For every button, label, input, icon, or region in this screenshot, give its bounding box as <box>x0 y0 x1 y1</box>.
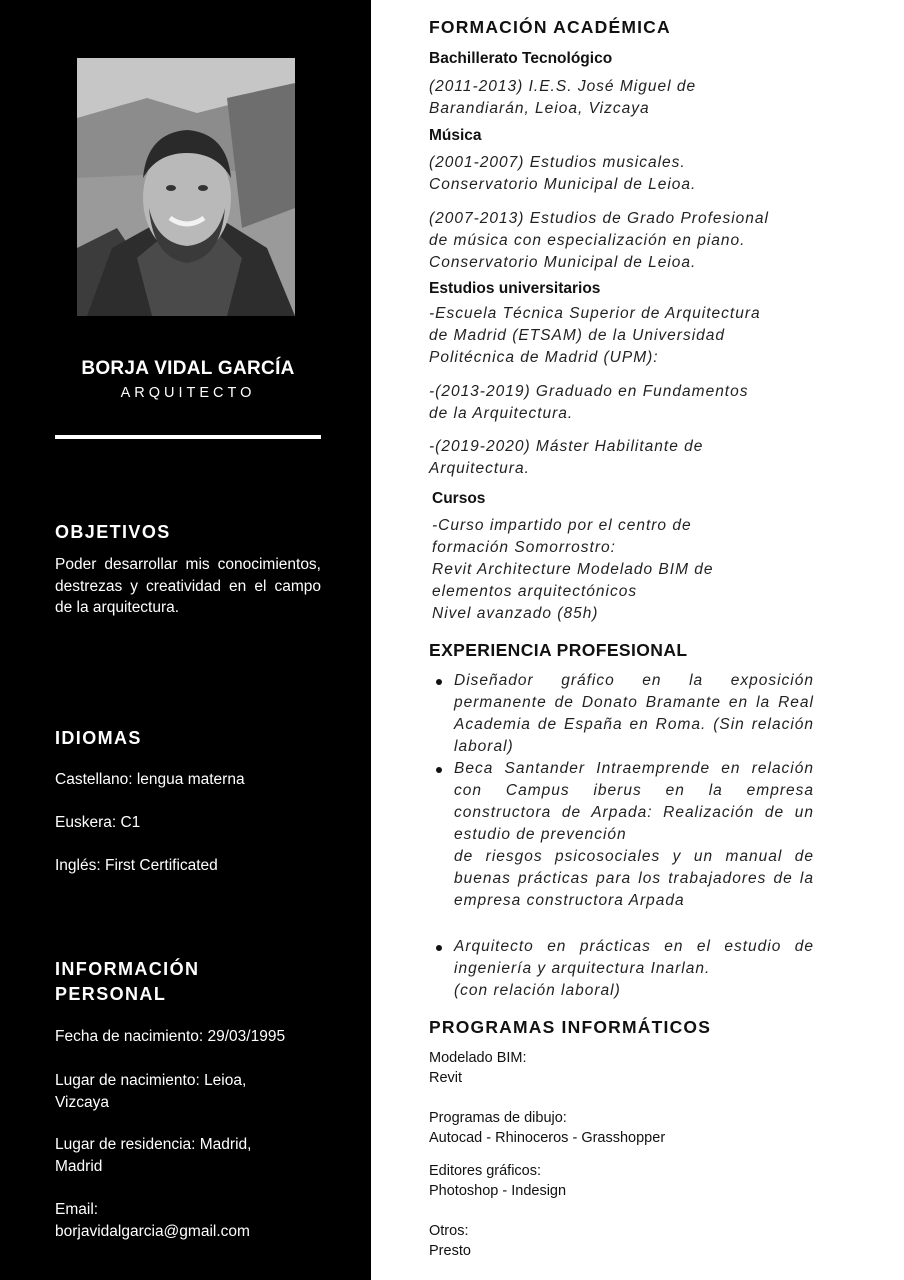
profile-photo <box>77 58 295 316</box>
musica-line: (2001-2007) Estudios musicales. <box>429 154 686 171</box>
personal-heading-line: PERSONAL <box>55 984 167 1004</box>
bachillerato-title: Bachillerato Tecnológico <box>429 50 613 67</box>
universidad-line: -Escuela Técnica Superior de Arquitectura <box>429 305 761 322</box>
universidad-line: Arquitectura. <box>429 460 530 477</box>
universidad-line: -(2019-2020) Máster Habilitante de <box>429 438 704 455</box>
software-value: Revit <box>429 1070 463 1086</box>
birth-place <box>55 1070 321 1113</box>
personal-heading-line: INFORMACIÓN <box>55 959 200 979</box>
universidad-line: -(2013-2019) Graduado en Fundamentos <box>429 383 749 400</box>
bachillerato-line: Barandiarán, Leioa, Vizcaya <box>429 100 650 117</box>
residence <box>55 1134 321 1177</box>
personal-heading <box>55 957 199 1007</box>
cursos-line: Nivel avanzado (85h) <box>432 605 599 622</box>
software-label: Programas de dibujo: <box>429 1110 567 1126</box>
software-value: Autocad - Rhinoceros - Grasshopper <box>429 1130 666 1146</box>
experience-text: Arquitecto en prácticas en el estudio de ingeniería y arquitectura Inarlan. (con relación laboral) <box>454 938 814 999</box>
bullet-icon <box>436 767 442 773</box>
software-label: Modelado BIM: <box>429 1050 527 1066</box>
software-label: Otros: <box>429 1223 469 1239</box>
musica-line: Conservatorio Municipal de Leioa. <box>429 254 697 271</box>
language-item: Euskera: C1 <box>55 814 141 831</box>
software-label: Editores gráficos: <box>429 1163 542 1179</box>
universidad-title: Estudios universitarios <box>429 280 601 297</box>
sidebar <box>0 0 371 1280</box>
email-block <box>55 1199 321 1242</box>
profile-name: BORJA VIDAL GARCÍA <box>81 358 295 379</box>
musica-line: de música con especialización en piano. <box>429 232 746 249</box>
language-item: Inglés: First Certificated <box>55 857 218 874</box>
education-heading: FORMACIÓN ACADÉMICA <box>429 17 671 37</box>
cursos-line: -Curso impartido por el centro de <box>432 517 692 534</box>
profile-role: ARQUITECTO <box>120 385 256 401</box>
objectives-text: Poder desarrollar mis conocimientos, destrezas y creatividad en el campo de la arquitectura. <box>55 556 321 616</box>
universidad-line: de la Arquitectura. <box>429 405 574 422</box>
email-label: Email: <box>55 1201 99 1218</box>
musica-line: (2007-2013) Estudios de Grado Profesional <box>429 210 769 227</box>
universidad-line: de Madrid (ETSAM) de la Universidad <box>429 327 726 344</box>
languages-heading: IDIOMAS <box>55 728 142 748</box>
software-value: Photoshop - Indesign <box>429 1183 567 1199</box>
divider <box>55 435 321 439</box>
language-item: Castellano: lengua materna <box>55 771 245 788</box>
software-heading: PROGRAMAS INFORMÁTICOS <box>429 1017 712 1037</box>
cursos-title: Cursos <box>432 490 486 507</box>
objectives-heading: OBJETIVOS <box>55 522 171 542</box>
cursos-line: formación Somorrostro: <box>432 539 616 556</box>
software-value: Presto <box>429 1243 471 1259</box>
musica-title: Música <box>429 127 482 144</box>
musica-line: Conservatorio Municipal de Leioa. <box>429 176 697 193</box>
birth-date: Fecha de nacimiento: 29/03/1995 <box>55 1028 286 1045</box>
bullet-icon <box>436 679 442 685</box>
birth-place-line: Vizcaya <box>55 1093 109 1111</box>
profile-photo-illustration <box>77 58 295 316</box>
birth-place-line: Lugar de nacimiento: Leioa, <box>55 1072 247 1089</box>
experience-text: Diseñador gráfico en la exposición permanente de Donato Bramante en la Real Academia de España en Roma. (Sin relación laboral) <box>454 672 814 755</box>
universidad-line: Politécnica de Madrid (UPM): <box>429 349 659 366</box>
experience-heading: EXPERIENCIA PROFESIONAL <box>429 640 688 660</box>
residence-line: Madrid <box>55 1157 103 1175</box>
cursos-line: Revit Architecture Modelado BIM de <box>432 561 714 578</box>
experience-text: Beca Santander Intraemprende en relación con Campus iberus en la empresa constructora de Arpada: Realización de un estudio de prevención de riesgos psicosociales y un manual de buenas prácticas para los trabajadores de la empresa constructora Arpada <box>454 760 814 909</box>
residence-line: Lugar de residencia: Madrid, <box>55 1136 252 1153</box>
email-link[interactable]: borjavidalgarcia@gmail.com <box>55 1222 250 1240</box>
bachillerato-line: (2011-2013) I.E.S. José Miguel de <box>429 78 697 95</box>
cursos-line: elementos arquitectónicos <box>432 583 638 600</box>
bullet-icon <box>436 945 442 951</box>
